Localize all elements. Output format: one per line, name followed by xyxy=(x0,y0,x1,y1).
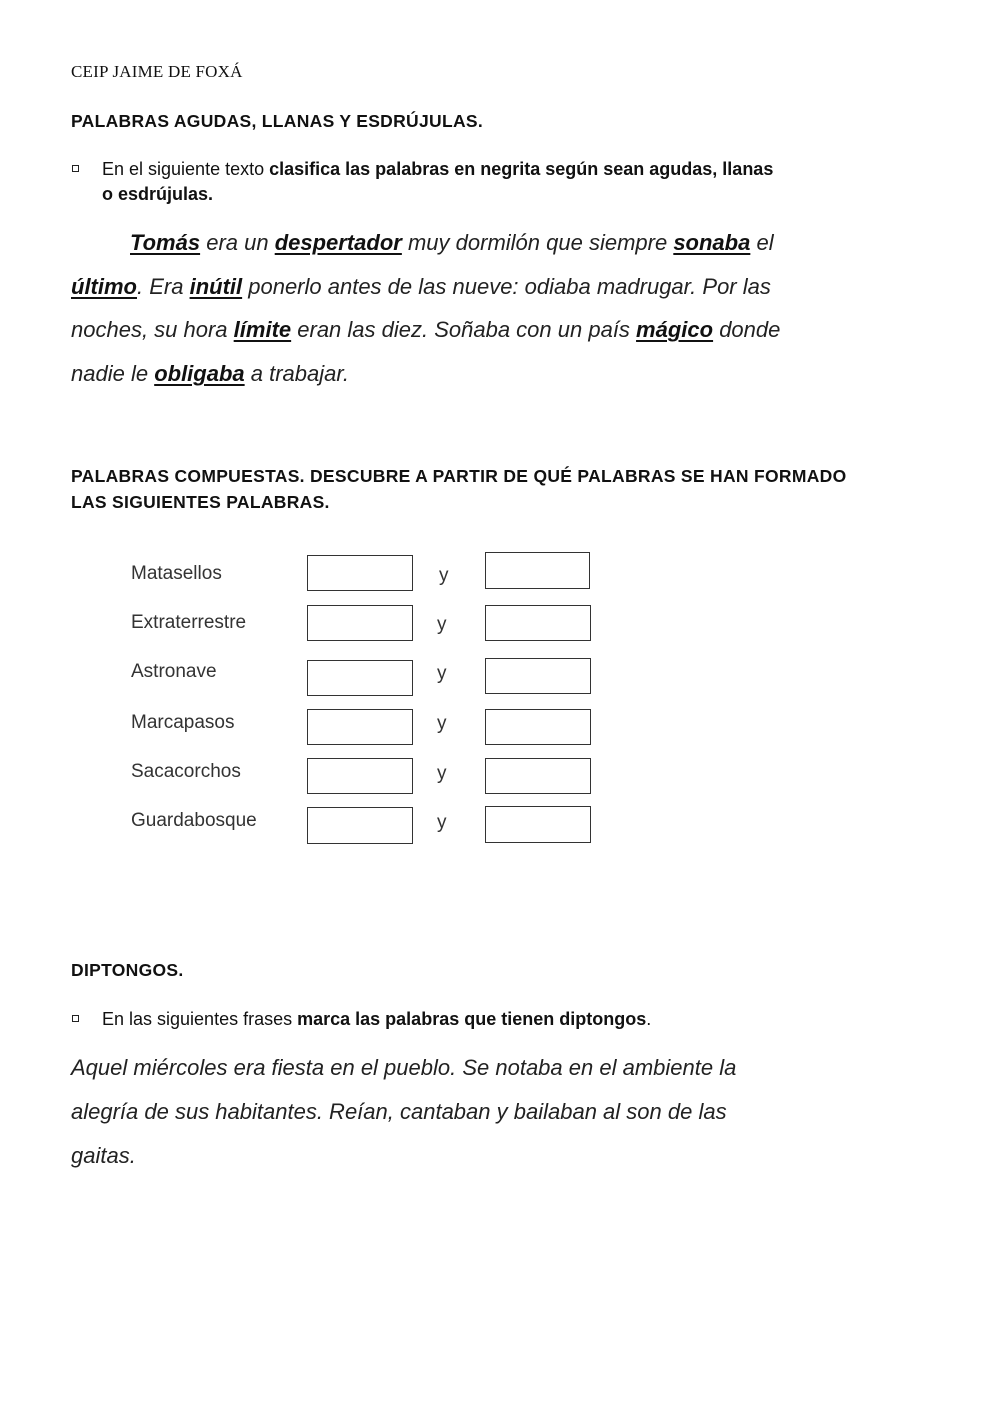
answer-box-3a[interactable] xyxy=(307,660,413,696)
bold-word-inutil: inútil xyxy=(189,274,243,299)
conjunction-y: y xyxy=(437,713,447,734)
section-title-diptongos: DIPTONGOS. xyxy=(71,960,184,980)
answer-box-1b[interactable] xyxy=(485,552,590,589)
paragraph-line-2 xyxy=(71,274,771,300)
text-segment: . Era xyxy=(137,274,190,299)
compound-word: Marcapasos xyxy=(131,712,235,733)
bold-word-tomas: Tomás xyxy=(130,230,201,255)
paragraph-tomas xyxy=(71,230,891,400)
text-segment: a trabajar. xyxy=(244,361,349,386)
compound-word: Matasellos xyxy=(131,563,222,584)
section-title-agudas-llanas-esdrujulas: PALABRAS AGUDAS, LLANAS Y ESDRÚJULAS. xyxy=(71,111,484,131)
conjunction-y: y xyxy=(437,812,447,833)
conjunction-y: y xyxy=(437,763,447,784)
diptongos-line-1: Aquel miércoles era fiesta en el pueblo. Se notaba en el ambiente la xyxy=(71,1055,737,1080)
diptongos-line-2: alegría de sus habitantes. Reían, cantaban y bailaban al son de las xyxy=(71,1099,727,1124)
conjunction-y: y xyxy=(437,614,447,635)
text-segment: nadie le xyxy=(71,361,155,386)
compound-word: Astronave xyxy=(131,661,217,682)
bold-word-limite: límite xyxy=(233,317,292,342)
text-segment: donde xyxy=(713,317,781,342)
text-segment: ponerlo antes de las nueve: odiaba madrugar. Por las xyxy=(242,274,771,299)
instruction-bold-1: clasifica las palabras en negrita según sean agudas, llanas xyxy=(269,159,774,179)
text-segment: noches, su hora xyxy=(71,317,234,342)
answer-box-6a[interactable] xyxy=(307,807,413,844)
instruction-bold: marca las palabras que tienen diptongos xyxy=(297,1009,647,1029)
bold-word-magico: mágico xyxy=(636,317,714,342)
section-title-line-1: PALABRAS COMPUESTAS. DESCUBRE A PARTIR DE QUÉ PALABRAS SE HAN FORMADO xyxy=(71,466,847,486)
section-title-line-2: LAS SIGUIENTES PALABRAS. xyxy=(71,492,330,512)
bold-word-obligaba: obligaba xyxy=(154,361,245,386)
answer-box-5b[interactable] xyxy=(485,758,591,794)
bold-word-despertador: despertador xyxy=(274,230,402,255)
compound-word: Sacacorchos xyxy=(131,761,241,782)
conjunction-y: y xyxy=(439,565,449,586)
instruction-marca xyxy=(71,1007,871,1033)
text-segment: eran las diez. Soñaba con un país xyxy=(291,317,637,342)
instruction-text xyxy=(102,157,902,207)
text-segment: era un xyxy=(200,230,275,255)
answer-box-5a[interactable] xyxy=(307,758,413,794)
diptongos-line-3: gaitas. xyxy=(71,1143,136,1168)
paragraph-line-1 xyxy=(130,230,774,256)
compound-word: Guardabosque xyxy=(131,810,257,831)
text-segment: el xyxy=(750,230,774,255)
answer-box-1a[interactable] xyxy=(307,555,413,591)
paragraph-line-4 xyxy=(71,361,349,387)
bold-word-sonaba: sonaba xyxy=(673,230,751,255)
instruction-pre: En el siguiente texto xyxy=(102,159,270,179)
instruction-post: . xyxy=(646,1009,652,1029)
answer-box-4b[interactable] xyxy=(485,709,591,745)
paragraph-line-3 xyxy=(71,317,780,343)
checkbox-bullet-icon xyxy=(72,165,79,172)
instruction-text xyxy=(102,1007,902,1032)
conjunction-y: y xyxy=(437,663,447,684)
checkbox-bullet-icon xyxy=(72,1015,79,1022)
answer-box-2a[interactable] xyxy=(307,605,413,641)
answer-box-4a[interactable] xyxy=(307,709,413,745)
text-segment: muy dormilón que siempre xyxy=(401,230,674,255)
bold-word-ultimo: último xyxy=(71,274,137,299)
answer-box-6b[interactable] xyxy=(485,806,591,843)
instruction-pre: En las siguientes frases xyxy=(102,1009,298,1029)
section-title-palabras-compuestas xyxy=(71,463,891,515)
answer-box-3b[interactable] xyxy=(485,658,591,694)
answer-box-2b[interactable] xyxy=(485,605,591,641)
school-name: CEIP JAIME DE FOXÁ xyxy=(71,62,243,81)
compound-word: Extraterrestre xyxy=(131,612,247,633)
instruction-clasifica xyxy=(71,157,871,209)
paragraph-diptongos xyxy=(71,1055,891,1185)
instruction-bold-2: o esdrújulas. xyxy=(102,184,214,204)
